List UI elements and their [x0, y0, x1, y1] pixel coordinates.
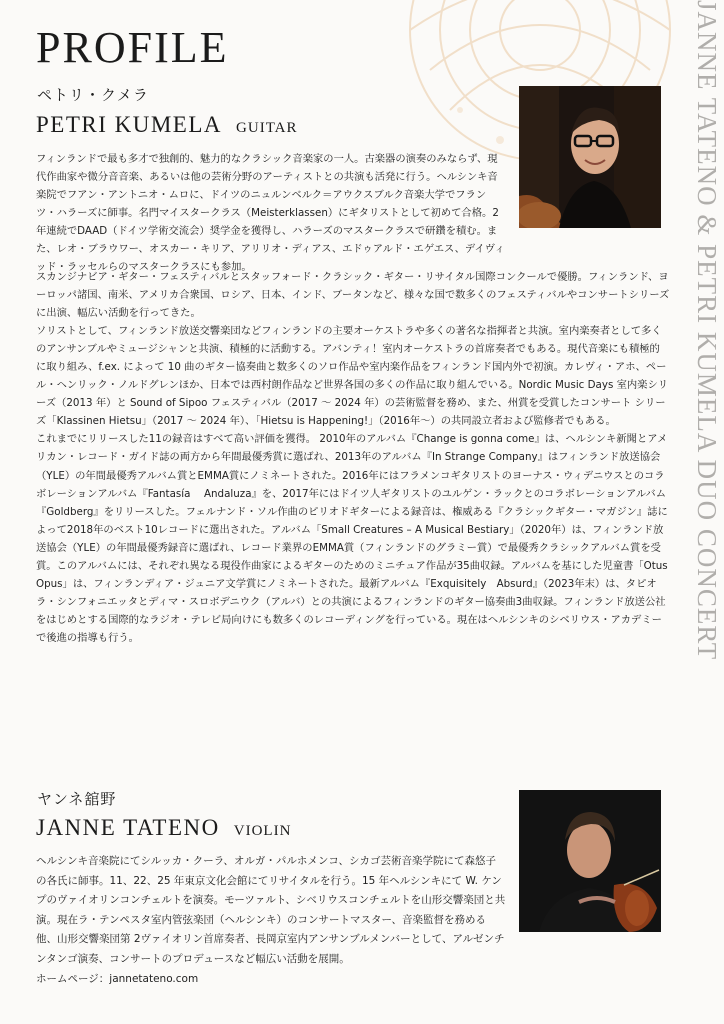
janne-name-en — [36, 815, 291, 841]
petri-name-jp: ペトリ・クメラ — [37, 86, 149, 104]
petri-photo — [519, 86, 661, 228]
petri-bio-paragraph: ソリストとして、フィンランド放送交響楽団などフィンランドの主要オーケストラや多くの著名な指揮者と共演。室内楽奏者として多くのアンサンブルやミュージシャンと共演、積極的に活動する。アバンティ！室内オーケストラの首席奏者でもある。現代音楽にも積極的に取り組み、f.ex. によって 10 曲のギター協奏曲と数多くのソロ作品や室内楽作品をフィンランド国内外で初演。カレヴィ・アホ、ペール・ヘンリック・ノルドグレンほか、日本では西村朗作品など世界各国の多くの作品に取り組んでいる。Nordic Music Days 室内楽シリーズ（2013 年）と Sound of Sipoo フェスティバル（2017 ～ 2024 年）の芸術監督を務め、また、州賞を受賞したコンサート シリーズ「Klassinen Hietsu」（2017 ～ 2024 年）、「Hietsu is Happening!」（2016年～）の共同設立者および監修者でもある。 — [36, 325, 669, 428]
janne-photo — [519, 790, 661, 932]
portrait-violinist-icon — [519, 790, 661, 932]
petri-bio-paragraph: フィンランドで最も多才で独創的、魅力的なクラシック音楽家の一人。古楽器の演奏のみならず、現代作曲家や微分音音楽、あるいは他の芸術分野のアーティストとの共演も活発に行う。ヘルシンキ音楽院でフアン・アントニオ・ムロに、ドイツのニュルンベルク＝アウクスブルク音楽大学でフランツ・ハラーズに師事。名門マイスタークラス（Meisterklassen）にギタリストとして初めて合格。2年連続でDAAD（ドイツ学術交流会）奨学金を獲得し、ハラーズのマスタークラスで研鑽を積む。また、レオ・ブラウワー、オスカー・キリア、アリリオ・ディアス、エドゥアルド・エゲエス、デイヴィッド・ラッセルらのマスタークラスにも参加。 — [36, 153, 505, 274]
petri-name-en-label: PETRI KUMELA — [36, 112, 223, 137]
petri-bio-paragraph: スカンジナビア・ギター・フェスティバルとスタッフォード・クラシック・ギター・リサイタル国際コンクールで優勝。フィンランド、ヨーロッパ諸国、南米、アメリカ合衆国、ロシア、日本、インド、ブータンなど、様々な国で数多くのフェスティバルやコンサートシリーズに出演、幅広い活動を行ってきた。 — [36, 271, 670, 320]
side-concert-title: JANNE TATENO & PETRI KUMELA DUO CONCERT — [692, 0, 722, 661]
janne-name-en-label: JANNE TATENO — [36, 815, 220, 840]
petri-name-en — [36, 112, 298, 138]
page-title: PROFILE — [36, 23, 229, 72]
petri-bio-main — [36, 268, 678, 647]
janne-homepage[interactable]: ホームページ：jannetateno.com — [36, 972, 199, 985]
janne-bio — [36, 852, 506, 989]
janne-name-jp: ヤンネ舘野 — [37, 790, 117, 808]
janne-bio-paragraph: ヘルシンキ音楽院にてシルッカ・クーラ、オルガ・パルホメンコ、シカゴ芸術音楽学院にて森悠子の各氏に師事。11、22、25 年東京文化会館にてリサイタルを行う。15 年ヘルシンキにて W. ケンプのヴァイオリンコンチェルトを演奏。モーツァルト、シベリウスコンチェルトを山形交響楽団と共演。現在ラ・テンペスタ室内管弦楽団（ヘルシンキ）のコンサートマスター、音楽監督を務める他、山形交響楽団第 2ヴァイオリン首席奏者、長岡京室内アンサンブルメンバーとして、アルゼンチンタンゴ演奏、コンサートのプロデュースなど幅広い活動を展開。 — [36, 855, 506, 965]
portrait-guitarist-icon — [519, 86, 661, 228]
petri-instrument: GUITAR — [236, 120, 298, 136]
petri-bio-paragraph: これまでにリリースした11の録音はすべて高い評価を獲得。 2010年のアルバム『Change is gonna come』は、ヘルシンキ新聞とアメリカン・レコード・ガイド誌の両方から年間最優秀賞に選ばれ、2013年のアルバム『In Strange Company』はフィンランド放送協会（YLE）の年間最優秀アルバム賞とEMMA賞にノミネートされた。2016年にはフラメンコギタリストのヨーナス・ウィデニウスとのコラボレーションアルバム『Fantasía Andaluza』を、2017年にはドイツ人ギタリストのユルゲン・ラックとのコラボレーションアルバム『Goldberg』をリリースした。フェルナンド・ソル作曲のピリオドギターによる録音は、権威ある『クラシックギター・マガジン』誌によって2018年のベスト10レコードに選出された。アルバム「Small Creatures – A Musical Bestiary」（2020年）は、フィンランド放送協会（YLE）の年間最優秀録音に選ばれ、レコード業界のEMMA賞（フィンランドのグラミー賞）で最優秀クラシックアルバム賞を受賞。このアルバムには、それぞれ異なる現役作曲家によるギターのためのミニチュア作品が35曲収録。アルバムを基にした児童書「Otus Opus」は、フィンランディア・ジュニア文学賞にノミネートされた。最新アルバム『Exquisitely Absurd』（2023年末）は、タピオラ・シンフォニエッタとディマ・スロボデニウク（アルバ）との共演によるフィンランドのギター協奏曲3曲収録。フィンランド放送公社をはじめとする国際的なラジオ・テレビ局向けにも数多くのレコーディングを行っている。現在はヘルシンキのシベリウス・アカデミーで後進の指導も行う。 — [36, 433, 678, 644]
petri-bio-top — [36, 150, 506, 276]
janne-instrument: VIOLIN — [233, 823, 292, 839]
